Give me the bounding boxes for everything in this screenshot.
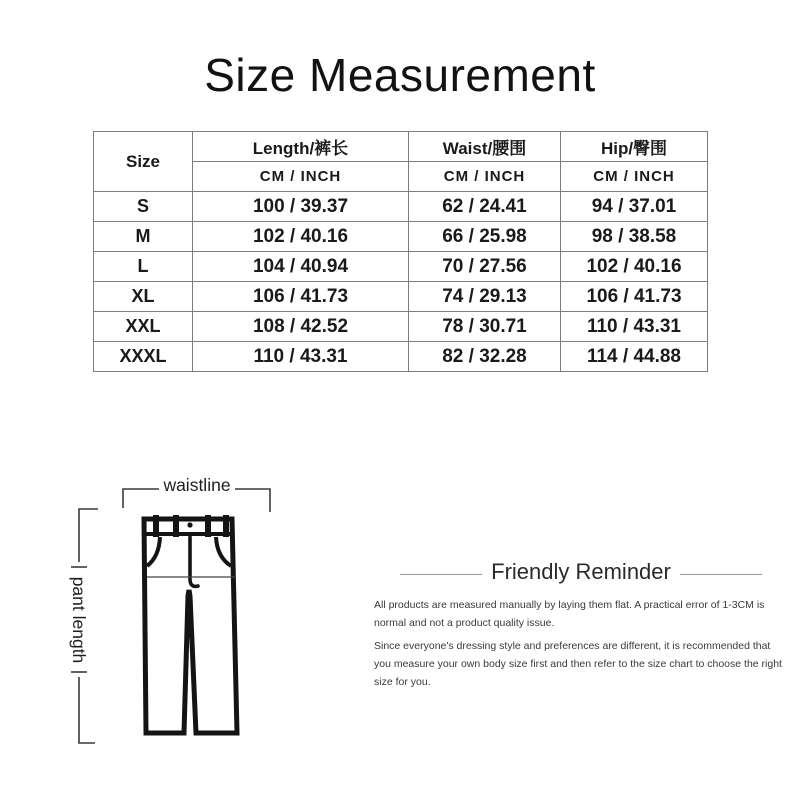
waist-cell: 66 / 25.98 — [409, 222, 561, 252]
hip-cell: 110 / 43.31 — [561, 312, 708, 342]
unit-header-length: CM / INCH — [193, 162, 409, 192]
hip-cell: 106 / 41.73 — [561, 282, 708, 312]
pant-length-label: pant length — [69, 576, 89, 664]
size-cell: XXL — [94, 312, 193, 342]
table-header-row — [94, 132, 708, 162]
length-cell: 100 / 39.37 — [193, 192, 409, 222]
table-row — [94, 282, 708, 312]
table-row — [94, 192, 708, 222]
pants-measurement-diagram — [55, 460, 315, 770]
length-cell: 106 / 41.73 — [193, 282, 409, 312]
length-cell: 108 / 42.52 — [193, 312, 409, 342]
size-table-container — [93, 131, 708, 372]
table-row — [94, 222, 708, 252]
size-table — [93, 131, 708, 372]
table-row — [94, 312, 708, 342]
size-cell: L — [94, 252, 193, 282]
reminder-body — [374, 596, 788, 691]
pants-illustration — [144, 515, 237, 733]
length-cell: 104 / 40.94 — [193, 252, 409, 282]
friendly-reminder-section — [374, 559, 788, 696]
hip-cell: 114 / 44.88 — [561, 342, 708, 372]
size-cell: M — [94, 222, 193, 252]
reminder-divider-left — [400, 574, 482, 575]
table-header-size: Size — [94, 132, 193, 192]
hip-cell: 102 / 40.16 — [561, 252, 708, 282]
table-row — [94, 342, 708, 372]
waist-cell: 62 / 24.41 — [409, 192, 561, 222]
unit-header-hip: CM / INCH — [561, 162, 708, 192]
waist-cell: 70 / 27.56 — [409, 252, 561, 282]
reminder-paragraph: Since everyone's dressing style and preferences are different, it is recommended that you measure your own body size first and then refer to the size chart to choose the right size for you. — [374, 640, 782, 689]
reminder-title: Friendly Reminder — [491, 559, 671, 584]
waist-button — [187, 522, 192, 527]
size-cell: S — [94, 192, 193, 222]
size-cell: XL — [94, 282, 193, 312]
length-cell: 110 / 43.31 — [193, 342, 409, 372]
unit-header-waist: CM / INCH — [409, 162, 561, 192]
waist-cell: 82 / 32.28 — [409, 342, 561, 372]
reminder-paragraph: All products are measured manually by laying them flat. A practical error of 1-3CM is normal and not a product quality issue. — [374, 599, 765, 630]
reminder-title-row — [374, 559, 788, 585]
waistline-label: waistline — [163, 475, 231, 495]
table-header-waist: Waist/腰围 — [409, 132, 561, 162]
waist-cell: 74 / 29.13 — [409, 282, 561, 312]
size-cell: XXXL — [94, 342, 193, 372]
reminder-divider-right — [680, 574, 762, 575]
length-cell: 102 / 40.16 — [193, 222, 409, 252]
hip-cell: 98 / 38.58 — [561, 222, 708, 252]
table-row — [94, 252, 708, 282]
table-header-length: Length/裤长 — [193, 132, 409, 162]
hip-cell: 94 / 37.01 — [561, 192, 708, 222]
table-header-hip: Hip/臀围 — [561, 132, 708, 162]
page-title: Size Measurement — [204, 49, 596, 101]
waist-cell: 78 / 30.71 — [409, 312, 561, 342]
